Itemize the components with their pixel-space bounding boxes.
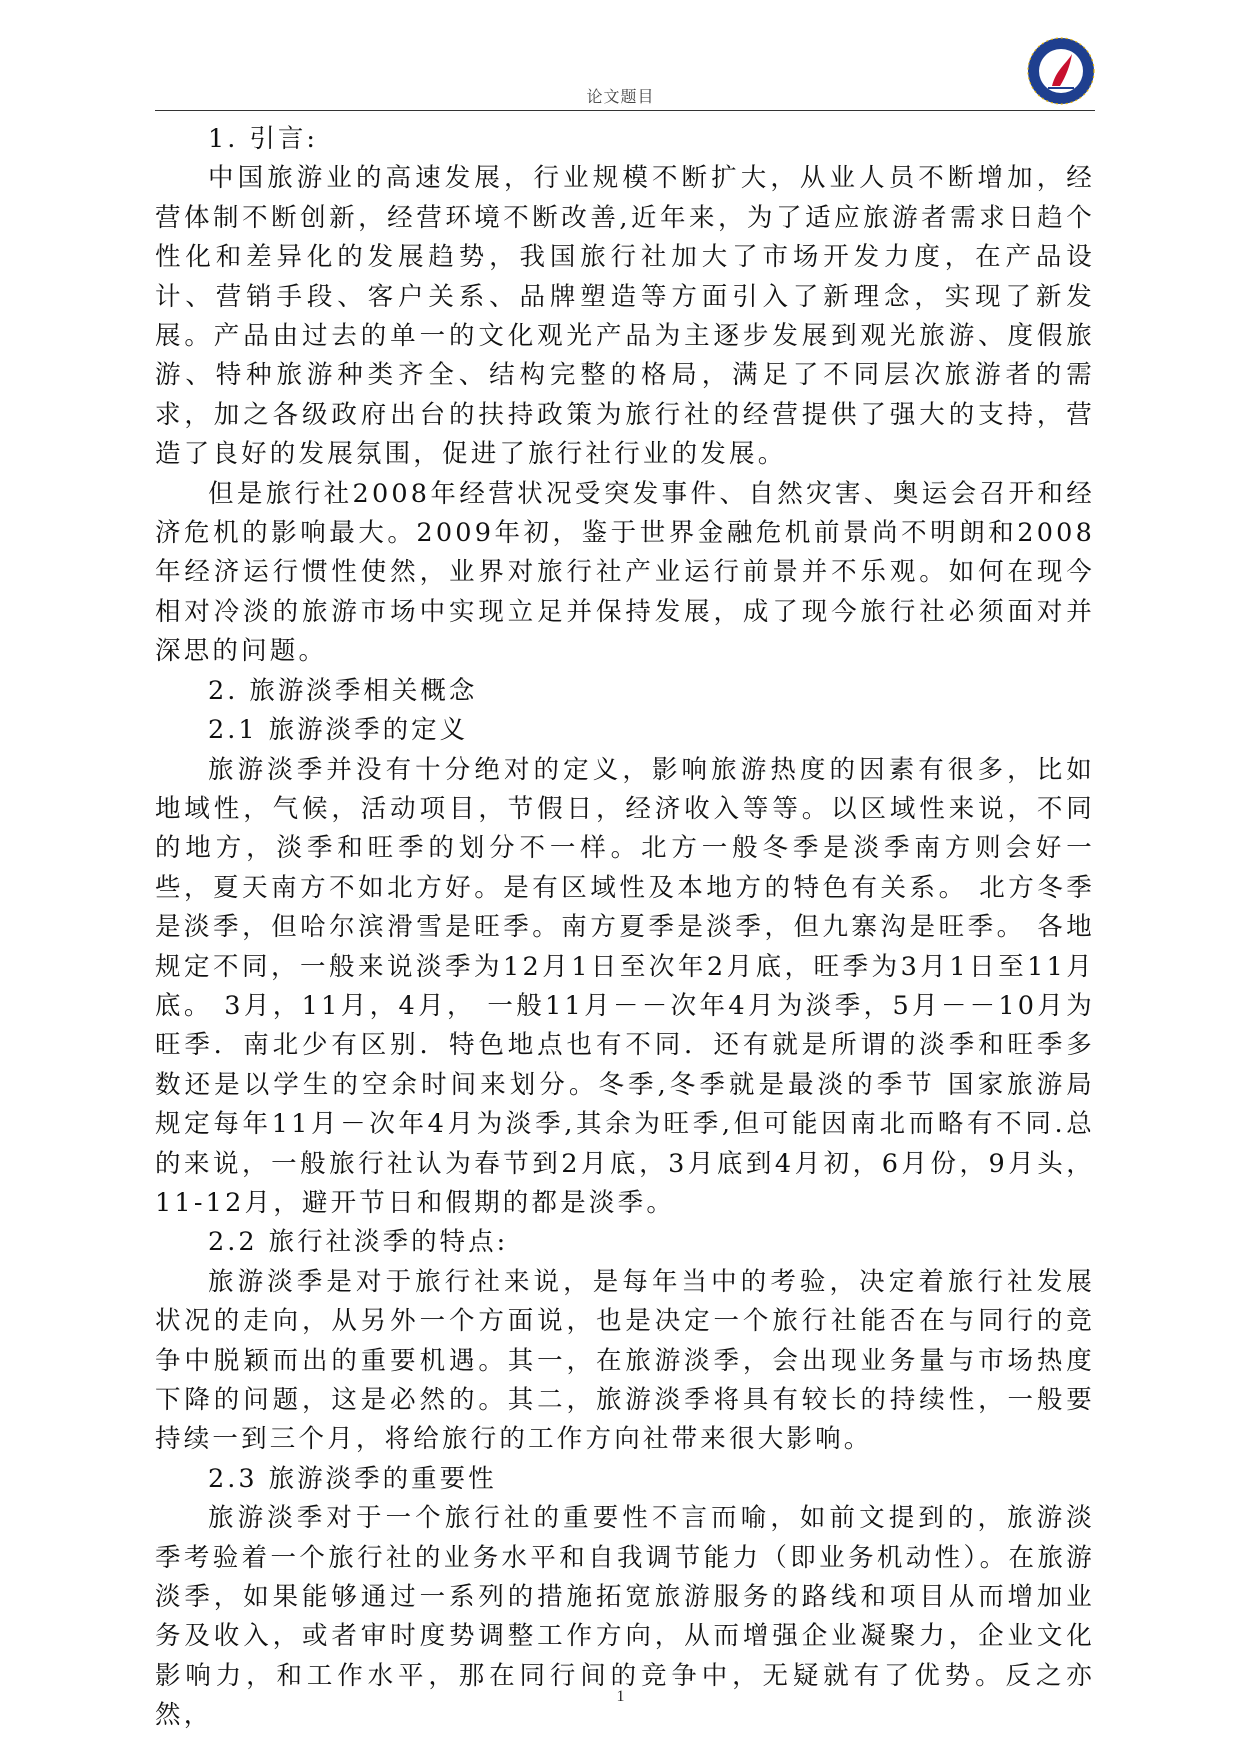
- subsection-heading-importance: 2.3 旅游淡季的重要性: [208, 1463, 497, 1494]
- section-heading-intro: 1. 引言:: [208, 124, 319, 154]
- paragraph: 旅游淡季并没有十分绝对的定义，影响旅游热度的因素有很多，比如地域性，气候，活动项目，节假日，经济收入等等。以区域性来说，不同的地方，淡季和旺季的划分不一样。北方一般冬季是淡季南方则会好一些，夏天南方不如北方好。是有区域性及本地方的特色有关系。 北方冬季是淡季，但哈尔滨滑雪是旺季。南方夏季是淡季，但九寨沟是旺季。 各地规定不同，一般来说淡季为12月1日至次年2月底，旺季为3月1日至11月底。 3月，11月，4月， 一般11月－－次年4月为淡季，5月－－10月为旺季．南北少有区别．特色地点也有不同．还有就是所谓的淡季和旺季多数还是以学生的空余时间来划分。冬季,冬季就是最淡的季节 国家旅游局规定每年11月－次年4月为淡季,其余为旺季,但可能因南北而略有不同.总的来说，一般旅行社认为春节到2月底，3月底到4月初，6月份，9月头，11-12月，避开节日和假期的都是淡季。: [155, 754, 1095, 1218]
- subsection-heading-definition: 2.1 旅游淡季的定义: [208, 715, 469, 746]
- paragraph: 旅游淡季对于一个旅行社的重要性不言而喻，如前文提到的，旅游淡季考验着一个旅行社的业务水平和自我调节能力（即业务机动性）。在旅游淡季，如果能够通过一系列的措施拓宽旅游服务的路线和项目从而增加业务及收入，或者审时度势调整工作方向，从而增强企业凝聚力，企业文化影响力，和工作水平，那在同行间的竞争中，无疑就有了优势。反之亦然，: [155, 1503, 1095, 1731]
- document-body: [155, 120, 1095, 1736]
- college-emblem-icon: [1026, 36, 1096, 106]
- paragraph: 中国旅游业的高速发展，行业规模不断扩大，从业人员不断增加，经营体制不断创新，经营环境不断改善,近年来，为了适应旅游者需求日趋个性化和差异化的发展趋势，我国旅行社加大了市场开发力度，在产品设计、营销手段、客户关系、品牌塑造等方面引入了新理念，实现了新发展。产品由过去的单一的文化观光产品为主逐步发展到观光旅游、度假旅游、特种旅游种类齐全、结构完整的格局，满足了不同层次旅游者的需求，加之各级政府出台的扶持政策为旅行社的经营提供了强大的支持，营造了良好的发展氛围，促进了旅行社行业的发展。: [155, 163, 1095, 470]
- subsection-heading-characteristics: 2.2 旅行社淡季的特点:: [208, 1227, 509, 1258]
- header-title: 论文题目: [586, 87, 655, 106]
- page-number: 1: [616, 1688, 625, 1705]
- paragraph: 但是旅行社2008年经营状况受突发事件、自然灾害、奥运会召开和经济危机的影响最大。2009年初，鉴于世界金融危机前景尚不明朗和2008年经济运行惯性使然，业界对旅行社产业运行前景并不乐观。如何在现今相对冷淡的旅游市场中实现立足并保持发展，成了现今旅行社必须面对并深思的问题。: [155, 478, 1095, 667]
- header-divider: [155, 110, 1095, 111]
- paragraph: 旅游淡季是对于旅行社来说，是每年当中的考验，决定着旅行社发展状况的走向，从另外一个方面说，也是决定一个旅行社能否在与同行的竞争中脱颖而出的重要机遇。其一，在旅游淡季，会出现业务量与市场热度下降的问题，这是必然的。其二，旅游淡季将具有较长的持续性，一般要持续一到三个月，将给旅行的工作方向社带来很大影响。: [155, 1266, 1095, 1455]
- section-heading-concepts: 2. 旅游淡季相关概念: [208, 675, 478, 706]
